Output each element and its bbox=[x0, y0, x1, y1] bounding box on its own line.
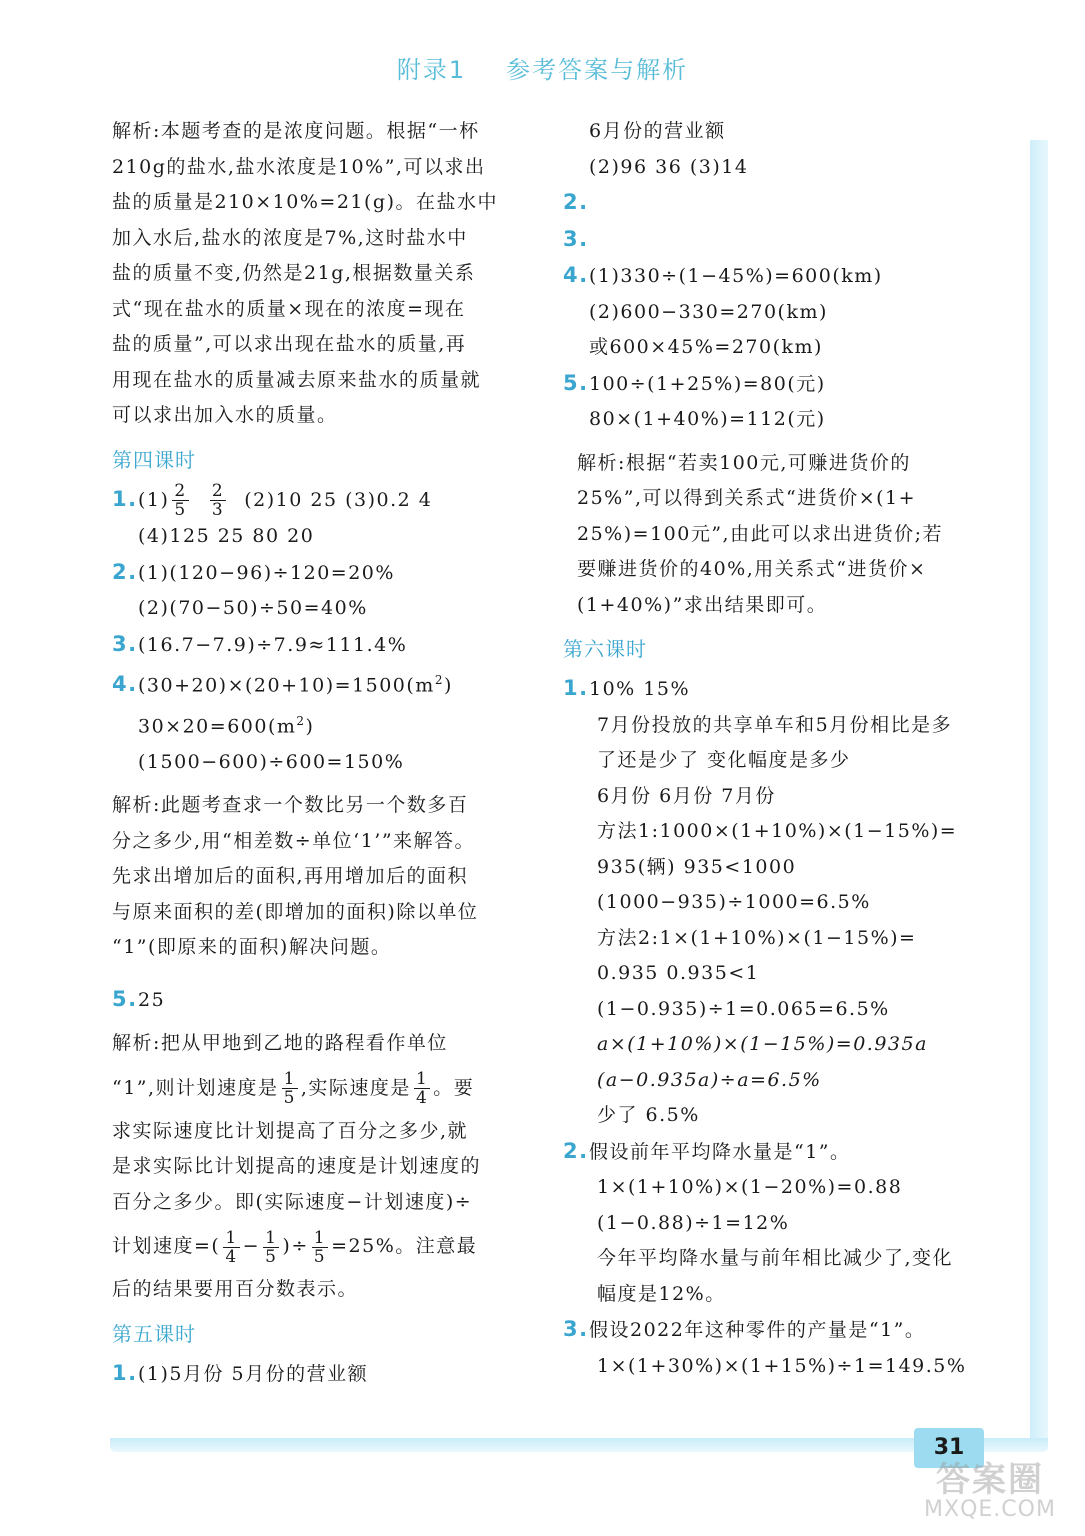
question-2-line-a bbox=[563, 185, 1003, 222]
text-line: 幅度是12%。 bbox=[597, 1282, 726, 1305]
question-3-line bbox=[112, 627, 532, 664]
text-span: 100÷(1+25%)=80(元) bbox=[589, 372, 826, 395]
text-line: (4)125 25 80 20 bbox=[138, 525, 315, 547]
text-line: 方法1:1000×(1+10%)×(1−15%)= bbox=[597, 820, 958, 842]
text-line: 935(辆) 935<1000 bbox=[597, 855, 797, 878]
text-line: 求实际速度比计划提高了百分之多少,就 bbox=[112, 1119, 469, 1142]
text-line: (1+40%)”求出结果即可。 bbox=[577, 593, 828, 616]
text-span: )÷ bbox=[282, 1235, 309, 1258]
text-line: (1−0.88)÷1=12% bbox=[597, 1211, 790, 1234]
page-header bbox=[0, 50, 1085, 85]
fraction: $\frac{1}{5}$ bbox=[313, 1227, 327, 1267]
text-line: 解析:根据“若卖100元,可赚进货价的 bbox=[577, 451, 911, 474]
text-line: (2)(70−50)÷50=40% bbox=[138, 597, 368, 619]
text-line: 1×(1+10%)×(1−20%)=0.88 bbox=[597, 1176, 903, 1198]
text-line: (1500−600)÷600=150% bbox=[138, 750, 405, 773]
superscript: 2 bbox=[434, 673, 444, 687]
text-span: (1)(120−96)÷120=20% bbox=[138, 561, 395, 584]
question-number: 1. bbox=[112, 486, 138, 511]
superscript: 2 bbox=[296, 713, 306, 728]
text-line: 解析:把从甲地到乙地的路程看作单位 bbox=[112, 1032, 448, 1055]
analysis-paragraph bbox=[112, 788, 532, 966]
text-line: 0.935 0.935<1 bbox=[597, 962, 760, 984]
text-span: (1)5月份 5月份的营业额 bbox=[138, 1362, 369, 1385]
text-line: 先求出增加后的面积,再用增加后的面积 bbox=[112, 865, 469, 888]
fraction: $\frac{1}{5}$ bbox=[283, 1069, 296, 1109]
question-number: 4. bbox=[563, 263, 589, 287]
right-decor-bar bbox=[1030, 140, 1048, 1450]
text-span: ) bbox=[305, 715, 315, 738]
text-span: =25%。注意最 bbox=[331, 1235, 478, 1258]
right-column bbox=[563, 114, 1003, 1384]
text-line: 是求实际比计划提高的速度是计划速度的 bbox=[112, 1155, 482, 1178]
question-5-line bbox=[112, 982, 532, 1019]
question-number: 2. bbox=[563, 190, 589, 214]
text-line: 可以求出加入水的质量。 bbox=[112, 404, 338, 426]
question-number: 5. bbox=[563, 370, 589, 395]
text-line: 25%)=100元”,由此可以求出进货价;若 bbox=[577, 522, 943, 545]
text-span: 。要 bbox=[433, 1076, 475, 1099]
text-line: 要赚进货价的40%,用关系式“进货价× bbox=[577, 558, 927, 580]
text-line: 盐的质量”,可以求出现在盐水的质量,再 bbox=[112, 333, 467, 355]
text-line: 式“现在盐水的质量×现在的浓度=现在 bbox=[112, 297, 466, 320]
question-4-line-a bbox=[563, 258, 1003, 295]
question-3-line bbox=[563, 222, 1003, 259]
fraction: $\frac{2}{5}$ bbox=[174, 481, 187, 520]
text-line: 210g的盐水,盐水浓度是10%”,可以求出 bbox=[112, 155, 486, 178]
text-line: 解析:本题考查的是浓度问题。根据“一杯 bbox=[112, 120, 480, 142]
watermark-url: MXQE.COM bbox=[924, 1497, 1056, 1522]
text-line: 7月份投放的共享单车和5月份相比是多 bbox=[597, 713, 953, 736]
appendix-label: 附录1 bbox=[396, 56, 467, 84]
text-line: 方法2:1×(1+10%)×(1−15%)= bbox=[597, 926, 917, 949]
text-span: 假设前年平均降水量是“1”。 bbox=[589, 1140, 851, 1163]
fraction: $\frac{2}{3}$ bbox=[211, 481, 225, 520]
analysis-paragraph bbox=[563, 446, 1003, 624]
section-heading: 第五课时 bbox=[112, 1321, 196, 1346]
fraction: $\frac{1}{4}$ bbox=[225, 1227, 238, 1267]
question-number: 3. bbox=[563, 1317, 589, 1341]
text-line: 了还是少了 变化幅度是多少 bbox=[597, 749, 851, 771]
question-2-line bbox=[563, 1134, 1003, 1171]
text-span: (30+20)×(20+10)=1500(m bbox=[138, 674, 435, 697]
text-line: 6月份的营业额 bbox=[589, 120, 726, 142]
text-line: 加入水后,盐水的浓度是7%,这时盐水中 bbox=[112, 226, 468, 249]
text-line: 盐的质量是210×10%=21(g)。在盐水中 bbox=[112, 191, 499, 213]
text-line: 与原来面积的差(即增加的面积)除以单位 bbox=[112, 900, 479, 923]
watermark-text: 答案圈 bbox=[936, 1460, 1044, 1500]
text-line: (a−0.935a)÷a=6.5% bbox=[597, 1068, 822, 1091]
question-number: 3. bbox=[563, 226, 589, 251]
question-number: 4. bbox=[112, 672, 138, 697]
analysis-paragraph bbox=[112, 1026, 532, 1308]
bottom-decor-bar bbox=[110, 1438, 1048, 1452]
question-3-line bbox=[563, 1312, 1003, 1349]
text-line: 6月份 6月份 7月份 bbox=[597, 784, 776, 807]
text-line: 后的结果要用百分数表示。 bbox=[112, 1278, 359, 1301]
section-heading: 第四课时 bbox=[112, 447, 196, 472]
text-span: (1) bbox=[138, 488, 170, 511]
text-line: “1”(即原来的面积)解决问题。 bbox=[112, 936, 392, 959]
text-span: (16.7−7.9)÷7.9≈111.4% bbox=[138, 633, 408, 656]
text-line: 盐的质量不变,仍然是21g,根据数量关系 bbox=[112, 262, 476, 284]
text-span: ,实际速度是 bbox=[300, 1076, 411, 1099]
text-line: (2)96 36 (3)14 bbox=[589, 155, 749, 178]
question-number: 3. bbox=[112, 631, 138, 656]
text-line: (1000−935)÷1000=6.5% bbox=[597, 891, 871, 913]
fraction: $\frac{1}{4}$ bbox=[415, 1069, 429, 1109]
question-4-line-a bbox=[112, 663, 532, 704]
text-span: (1)330÷(1−45%)=600(km) bbox=[589, 265, 883, 287]
question-2-line-a bbox=[112, 555, 532, 592]
text-line: 80×(1+40%)=112(元) bbox=[589, 408, 826, 430]
question-number: 2. bbox=[563, 1138, 589, 1163]
text-span: 假设2022年这种零件的产量是“1”。 bbox=[589, 1319, 926, 1341]
analysis-paragraph bbox=[112, 114, 532, 434]
text-span: − bbox=[242, 1235, 261, 1258]
question-4-line-b bbox=[112, 704, 532, 745]
text-line: (2)600−330=270(km) bbox=[589, 300, 828, 323]
text-line: 或600×45%=270(km) bbox=[589, 336, 823, 358]
text-line: 解析:此题考查求一个数比另一个数多百 bbox=[112, 794, 469, 817]
question-1-line bbox=[112, 1356, 532, 1393]
question-number: 1. bbox=[112, 1360, 138, 1385]
text-span: 10% 15% bbox=[589, 678, 691, 700]
text-line: 少了 6.5% bbox=[597, 1104, 700, 1126]
text-line: 百分之多少。即(实际速度−计划速度)÷ bbox=[112, 1190, 473, 1213]
text-span: 25 bbox=[138, 988, 166, 1011]
header-title: 参考答案与解析 bbox=[506, 56, 689, 84]
question-1-line-a bbox=[112, 482, 532, 520]
text-span: 计划速度=( bbox=[112, 1235, 221, 1258]
text-line: 用现在盐水的质量减去原来盐水的质量就 bbox=[112, 368, 482, 391]
left-column bbox=[112, 114, 532, 1392]
text-line: 1×(1+30%)×(1+15%)÷1=149.5% bbox=[597, 1354, 967, 1377]
text-span: “1”,则计划速度是 bbox=[112, 1076, 279, 1099]
question-5-line-a bbox=[563, 366, 1003, 403]
fraction: $\frac{1}{5}$ bbox=[265, 1227, 278, 1267]
watermark-logo bbox=[900, 1452, 1080, 1532]
section-heading: 第六课时 bbox=[563, 637, 647, 661]
question-number: 2. bbox=[112, 559, 138, 584]
text-line-with-fractions bbox=[112, 1220, 532, 1272]
text-span: ) bbox=[443, 674, 453, 697]
text-line: 25%”,可以得到关系式“进货价×(1+ bbox=[577, 487, 917, 509]
text-span: (2)10 25 (3)0.2 4 bbox=[244, 488, 433, 511]
text-span: 30×20=600(m bbox=[138, 715, 297, 738]
text-line-with-fractions bbox=[112, 1062, 532, 1114]
question-number: 1. bbox=[563, 676, 589, 700]
text-line: 今年平均降水量与前年相比减少了,变化 bbox=[597, 1247, 954, 1269]
question-number: 5. bbox=[112, 986, 138, 1011]
text-line: a×(1+10%)×(1−15%)=0.935a bbox=[597, 1033, 928, 1055]
text-line: 分之多少,用“相差数÷单位‘1’”来解答。 bbox=[112, 829, 476, 852]
text-line: (1−0.935)÷1=0.065=6.5% bbox=[597, 997, 890, 1020]
page-number: 31 bbox=[914, 1428, 984, 1468]
question-1-line bbox=[563, 671, 1003, 708]
